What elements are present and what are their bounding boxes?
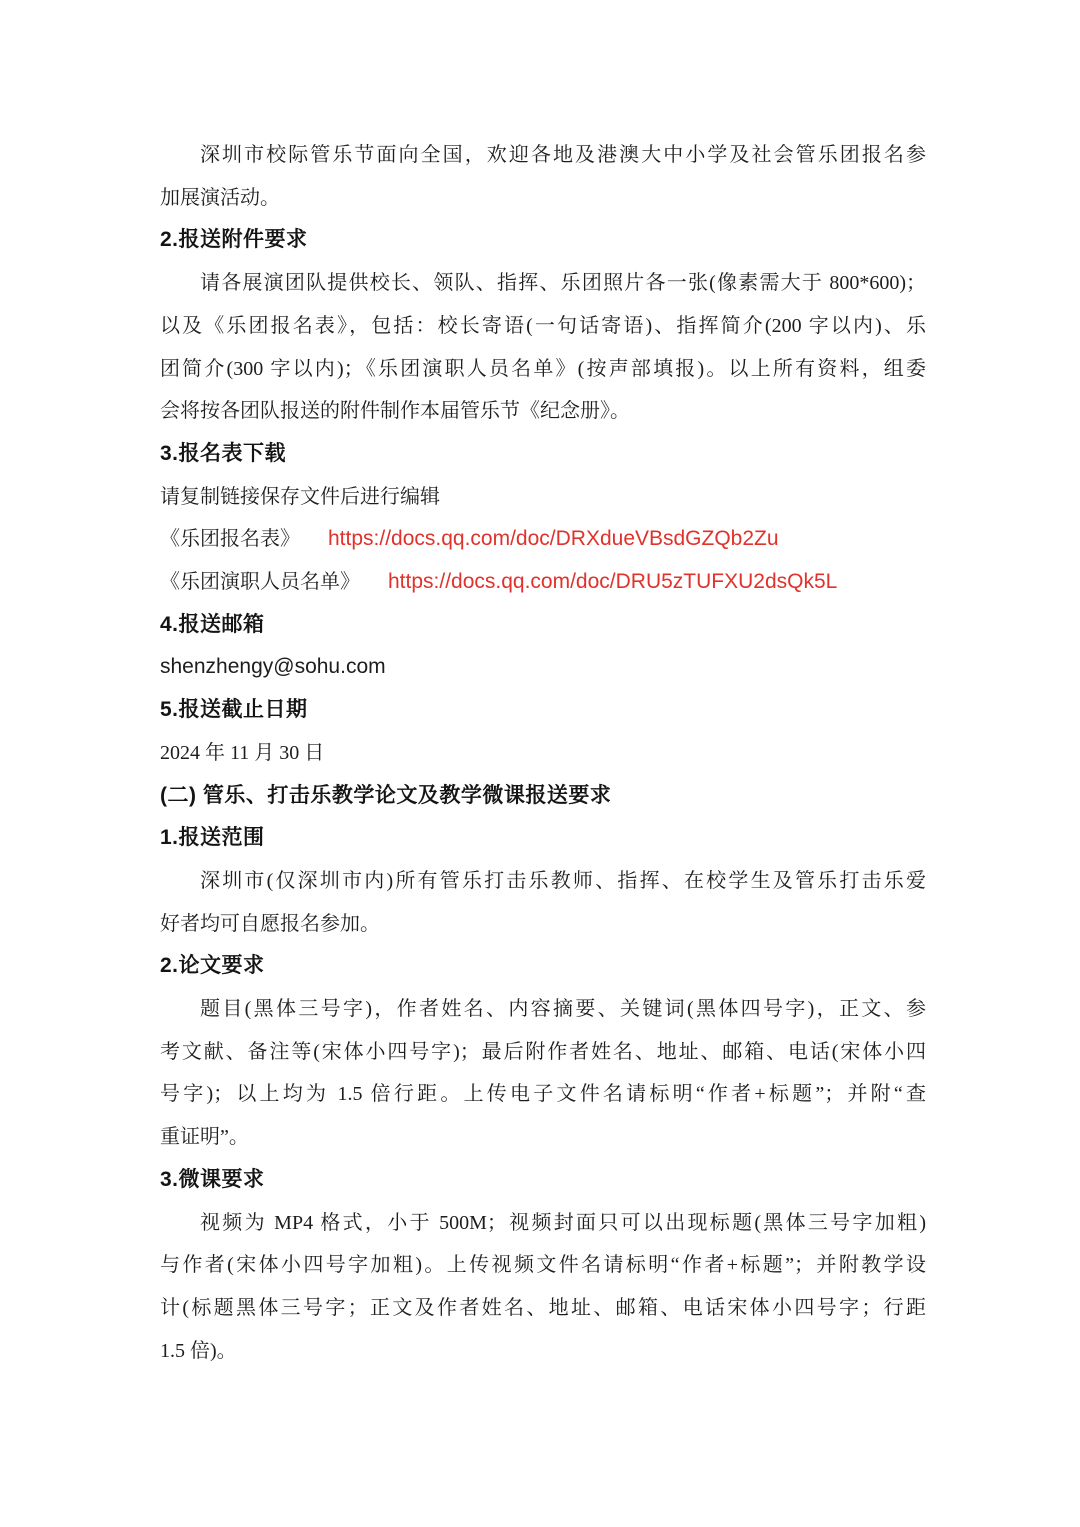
- registration-form-link[interactable]: https://docs.qq.com/doc/DRXdueVBsdGZQb2Zu: [328, 527, 779, 551]
- para-scope2-line-1: [160, 860, 926, 903]
- para-micro-line-3: [160, 1287, 926, 1330]
- text-run: 以及《乐团报名表》，包括：校长寄语(一句话寄语)、指挥简介(200 字以内)、乐: [160, 314, 926, 337]
- para-micro-line-1: [160, 1202, 926, 1245]
- line-registration-form: [160, 518, 926, 561]
- staff-list-link[interactable]: https://docs.qq.com/doc/DRU5zTUFXU2dsQk5L: [388, 570, 838, 593]
- heading-section-2: [160, 775, 926, 818]
- deadline-date: [160, 732, 926, 775]
- text-run: 号字)；以上均为 1.5 倍行距。上传电子文件名请标明“作者+标题”；并附“查: [160, 1083, 926, 1106]
- para-scope-line-2: [160, 177, 926, 220]
- para-attachment-line-3: [160, 348, 926, 391]
- heading-text: 2.报送附件要求: [160, 228, 308, 252]
- text-run: 团简介(300 字以内)；《乐团演职人员名单》(按声部填报)。以上所有资料，组委: [160, 357, 926, 380]
- text-run: 好者均可自愿报名参加。: [160, 912, 380, 935]
- text-run: 深圳市(仅深圳市内)所有管乐打击乐教师、指挥、在校学生及管乐打击乐爱: [200, 869, 926, 892]
- heading-text: 2.论文要求: [160, 954, 265, 978]
- text-run: 与作者(宋体小四号字加粗)。上传视频文件名请标明“作者+标题”；并附教学设: [160, 1254, 926, 1277]
- para-attachment-line-4: [160, 390, 926, 433]
- heading-text: 4.报送邮箱: [160, 612, 265, 636]
- heading-text: (二) 管乐、打击乐教学论文及教学微课报送要求: [160, 783, 612, 807]
- para-paper-line-1: [160, 988, 926, 1031]
- heading-submission-email: [160, 604, 926, 647]
- email-address-text: shenzhengy@sohu.com: [160, 655, 386, 679]
- para-scope2-line-2: [160, 903, 926, 946]
- deadline-date-text: 2024 年 11 月 30 日: [160, 741, 325, 764]
- text-run: 视频为 MP4 格式，小于 500M；视频封面只可以出现标题(黑体三号字加粗): [200, 1211, 926, 1234]
- registration-form-label: 《乐团报名表》: [160, 528, 300, 551]
- text-run: 会将按各团队报送的附件制作本届管乐节《纪念册》。: [160, 400, 630, 423]
- heading-text: 5.报送截止日期: [160, 698, 308, 722]
- text-run: 加展演活动。: [160, 186, 280, 209]
- para-paper-line-2: [160, 1031, 926, 1074]
- para-edit-instruction: [160, 476, 926, 519]
- para-attachment-line-2: [160, 305, 926, 348]
- heading-attachment-requirements: [160, 219, 926, 262]
- heading-submission-scope: [160, 817, 926, 860]
- text-run: 1.5 倍)。: [160, 1339, 237, 1362]
- text-run: 计(标题黑体三号字；正文及作者姓名、地址、邮箱、电话宋体小四号字；行距: [160, 1296, 926, 1319]
- submission-email-address: [160, 646, 926, 689]
- text-run: 深圳市校际管乐节面向全国，欢迎各地及港澳大中小学及社会管乐团报名参: [200, 144, 926, 166]
- para-micro-line-4: [160, 1330, 926, 1373]
- para-paper-line-3: [160, 1073, 926, 1116]
- document-body: [160, 0, 926, 1527]
- text-run: 请各展演团队提供校长、领队、指挥、乐团照片各一张(像素需大于 800*600)；: [200, 272, 926, 295]
- para-attachment-line-1: [160, 262, 926, 305]
- heading-text: 1.报送范围: [160, 826, 265, 850]
- heading-text: 3.报名表下载: [160, 441, 287, 465]
- text-run: 考文献、备注等(宋体小四号字)；最后附作者姓名、地址、邮箱、电话(宋体小四: [160, 1040, 926, 1063]
- heading-deadline: [160, 689, 926, 732]
- heading-text: 3.微课要求: [160, 1167, 265, 1191]
- line-staff-list: [160, 561, 926, 604]
- para-paper-line-4: [160, 1116, 926, 1159]
- staff-list-label: 《乐团演职人员名单》: [160, 571, 360, 593]
- text-run: 题目(黑体三号字)，作者姓名、内容摘要、关键词(黑体四号字)，正文、参: [200, 998, 926, 1020]
- text-run: 请复制链接保存文件后进行编辑: [160, 485, 440, 508]
- para-micro-line-2: [160, 1244, 926, 1287]
- heading-microlesson-requirements: [160, 1159, 926, 1202]
- heading-paper-requirements: [160, 945, 926, 988]
- text-run: 重证明”。: [160, 1126, 249, 1149]
- para-scope-line-1: [160, 134, 926, 177]
- heading-form-download: [160, 433, 926, 476]
